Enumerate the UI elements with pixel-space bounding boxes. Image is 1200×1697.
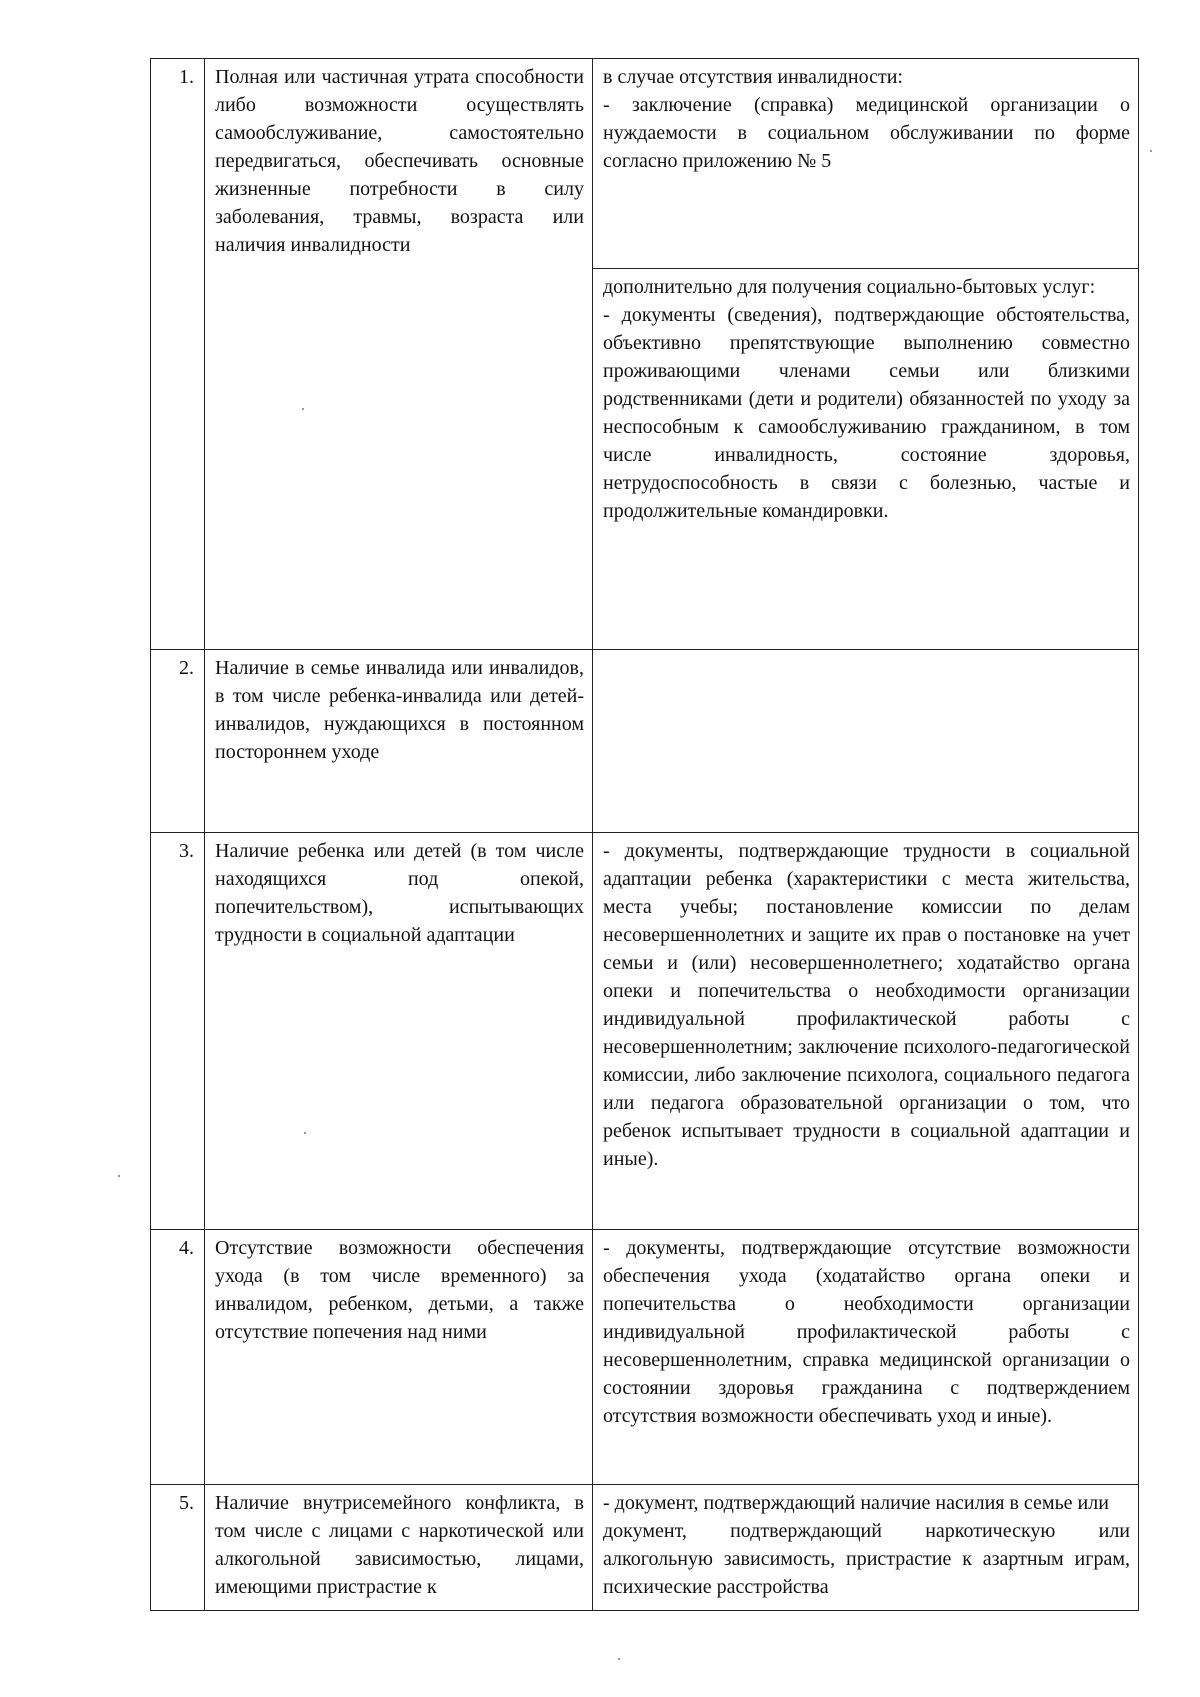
- criterion-cell: [205, 833, 593, 1230]
- documents-bottom-section: [593, 269, 1138, 525]
- documents-bottom-line: - документы (сведения), подтверждающие обстоятельства, объективно препятствующие выполнению совместно проживающими членами семьи или близкими родственниками (дети и родители) обязанностей по уходу за неспособным к самообслуживанию гражданином, в том числе инвалидность, состояние здоровья, нетрудоспособность в связи с болезнью, частые и продолжительные командировки.: [603, 304, 1130, 522]
- criterion-text: Наличие в семье инвалида или инвалидов, в том числе ребенка-инвалида или детей-инвалидов, нуждающихся в постоянном постороннем уходе: [215, 657, 584, 763]
- row-number: 3.: [151, 833, 205, 1230]
- scan-speck: [118, 1175, 120, 1177]
- documents-line: - документ, подтверждающий наличие насилия в семье или: [603, 1492, 1109, 1514]
- criterion-cell: [205, 1485, 593, 1611]
- row-number: 5.: [151, 1485, 205, 1611]
- documents-cell: [593, 650, 1139, 833]
- documents-cell: [593, 59, 1139, 650]
- scan-speck: [302, 408, 304, 410]
- documents-text: - документы, подтверждающие трудности в социальной адаптации ребенка (характеристики с места жительства, места учебы; постановление комиссии по делам несовершеннолетних и защите их прав о постановке на учет семьи и (или) несовершеннолетнего; ходатайство органа опеки и попечительства о необходимости организации индивидуальной профилактической работы с несовершеннолетним; заключение психолого-педагогической комиссии, либо заключение психолога, социального педагога или педагога образовательной организации о том, что ребенок испытывает трудности в социальной адаптации и иные).: [603, 840, 1130, 1170]
- documents-cell: [593, 1485, 1139, 1611]
- documents-text: - документы, подтверждающие отсутствие возможности обеспечения ухода (ходатайство органа опеки и попечительства о необходимости организации индивидуальной профилактической работы с несовершеннолетним, справка медицинской организации о состоянии здоровья гражданина с подтверждением отсутствия возможности обеспечивать уход и иные).: [603, 1237, 1130, 1427]
- scan-speck: [304, 1132, 306, 1134]
- table-row: [151, 59, 1139, 650]
- documents-cell: [593, 833, 1139, 1230]
- table-row: [151, 833, 1139, 1230]
- scan-speck: [618, 1658, 620, 1660]
- criterion-text: Отсутствие возможности обеспечения ухода (в том числе временного) за инвалидом, ребенком, детьми, а также отсутствие попечения над ними: [215, 1237, 584, 1343]
- documents-top-section: [593, 59, 1138, 269]
- scan-speck: [1150, 150, 1152, 152]
- table-row: [151, 650, 1139, 833]
- documents-top-line: - заключение (справка) медицинской организации о нуждаемости в социальном обслуживании по форме согласно приложению № 5: [603, 94, 1130, 172]
- documents-top-line: в случае отсутствия инвалидности:: [603, 66, 903, 88]
- documents-bottom-line: дополнительно для получения социально-бытовых услуг:: [603, 276, 1096, 298]
- criterion-cell: [205, 59, 593, 650]
- documents-cell: [593, 1230, 1139, 1485]
- documents-line: документ, подтверждающий наркотическую или алкогольную зависимость, пристрастие к азартным играм, психические расстройства: [603, 1520, 1130, 1598]
- criterion-text: Полная или частичная утрата способности либо возможности осуществлять самообслуживание, самостоятельно передвигаться, обеспечивать основные жизненные потребности в силу заболевания, травмы, возраста или наличия инвалидности: [215, 66, 584, 256]
- row-number: 4.: [151, 1230, 205, 1485]
- table-row: [151, 1485, 1139, 1611]
- criterion-cell: [205, 1230, 593, 1485]
- row-number: 1.: [151, 59, 205, 650]
- criterion-cell: [205, 650, 593, 833]
- table-row: [151, 1230, 1139, 1485]
- row-number: 2.: [151, 650, 205, 833]
- criteria-table: [150, 58, 1139, 1611]
- criterion-text: Наличие внутрисемейного конфликта, в том числе с лицами с наркотической или алкогольной зависимостью, лицами, имеющими пристрастие к: [215, 1492, 584, 1598]
- criterion-text: Наличие ребенка или детей (в том числе находящихся под опекой, попечительством), испытывающих трудности в социальной адаптации: [215, 840, 584, 946]
